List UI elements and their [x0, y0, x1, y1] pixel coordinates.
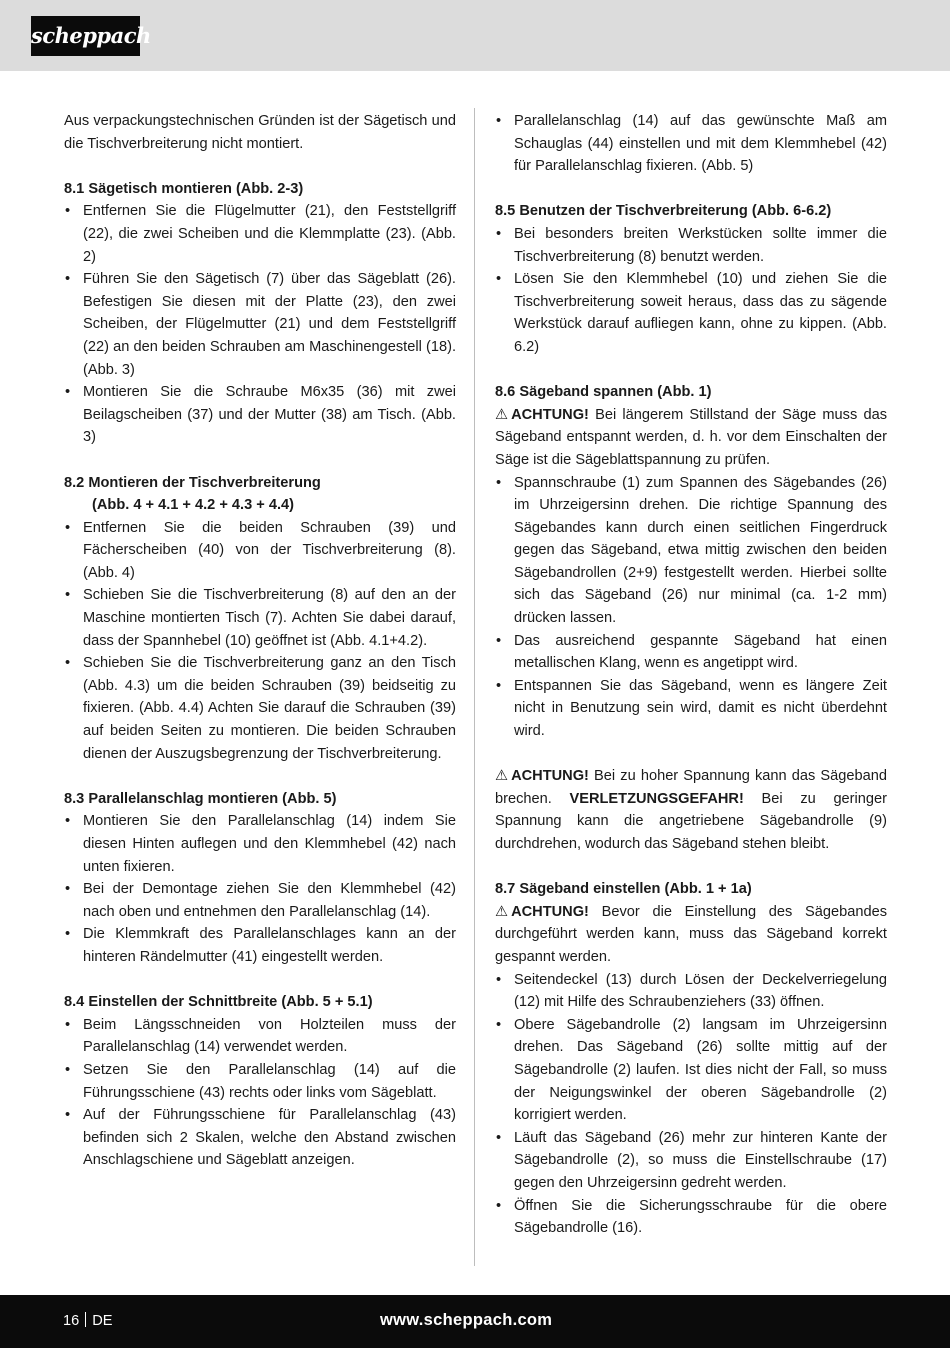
warning-text: Bei zu hoher Spannung kann das Sägeband brechen.: [495, 768, 887, 807]
section-title-8-2-sub: (Abb. 4 + 4.1 + 4.2 + 4.3 + 4.4): [92, 497, 294, 514]
warning-paragraph: [495, 404, 887, 472]
list-item: • Beim Längsschneiden von Holzteilen muss der Parallelanschlag (14) verwendet werden.: [64, 1014, 456, 1059]
list-item: • Parallelanschlag (14) auf das gewünschte Maß am Schauglas (44) einstellen und mit dem Klemmhebel (42) für Parallelanschlag fixieren. (Abb. 5): [495, 110, 887, 178]
list-item: • Das ausreichend gespannte Sägeband hat einen metallischen Klang, wenn es angetippt wird.: [495, 630, 887, 675]
list-item: • Entspannen Sie das Sägeband, wenn es längere Zeit nicht in Benutzung sein wird, damit es nicht überdehnt wird.: [495, 675, 887, 743]
warning-triangle-icon: ⚠: [495, 768, 509, 785]
list-8-5: [495, 223, 887, 359]
list-8-7: [495, 969, 887, 1240]
right-column: [495, 110, 887, 1240]
list-item: • Obere Sägebandrolle (2) langsam im Uhrzeigersinn drehen. Das Sägeband (26) sollte mittig auf der Sägebandrolle (2) laufen. Ist dies nicht der Fall, so muss der Neigungswinkel der oberen Sägebandrolle (2) korrigiert werden.: [495, 1014, 887, 1127]
warning-label: ACHTUNG!: [511, 903, 589, 920]
list-item: • Seitendeckel (13) durch Lösen der Deckelverriegelung (12) mit Hilfe des Schraubenziehers (33) öffnen.: [495, 969, 887, 1014]
list-item: • Entfernen Sie die Flügelmutter (21), den Feststellgriff (22), die zwei Scheiben und die Klemmplatte (23). (Abb. 2): [64, 200, 456, 268]
section-title-8-5: 8.5 Benutzen der Tischverbreiterung (Abb. 6-6.2): [495, 203, 832, 220]
danger-label: VERLETZUNGSGEFAHR!: [569, 790, 744, 807]
intro-paragraph: Aus verpackungstechnischen Gründen ist der Sägetisch und die Tischverbreiterung nicht montiert.: [64, 113, 456, 152]
list-item: • Läuft das Sägeband (26) mehr zur hinteren Kante der Sägebandrolle (2), so muss die Einstellschraube (17) gegen den Uhrzeigersinn gedreht werden.: [495, 1127, 887, 1195]
list-8-4-continued: [495, 110, 887, 178]
list-item: • Schieben Sie die Tischverbreiterung ganz an den Tisch (Abb. 4.3) um die beiden Schrauben (39) beidseitig zu fixieren. (Abb. 4.4) Achten Sie darauf die Schrauben (39) auf beiden Seiten zu montieren. Die beiden Schrauben dienen der Auszugsbegrenzung der Tischverbreiterung.: [64, 652, 456, 765]
list-8-2: [64, 517, 456, 766]
warning-text: Bei zu geringer Spannung kann die angetriebene Sägebandrolle (9) durchdrehen, wodurch das Sägeband stehen bleibt.: [495, 790, 887, 852]
list-item: • Öffnen Sie die Sicherungsschraube für die obere Sägebandrolle (16).: [495, 1195, 887, 1240]
page-number: 16: [63, 1313, 80, 1329]
page-number-area: [63, 1311, 113, 1331]
section-title-8-2-main: 8.2 Montieren der Tischverbreiterung: [64, 474, 321, 491]
warning-text: Bevor die Einstellung des Sägebandes durchgeführt werden kann, muss das Sägeband korrekt gespannt werden.: [495, 903, 887, 965]
list-item: • Spannschraube (1) zum Spannen des Sägebandes (26) im Uhrzeigersinn drehen. Die richtige Spannung des Sägebandes kann durch einen seitlichen Fingerdruck gegen das Sägeband, etwa mittig zwischen den beiden Sägebandrollen (2+9) festgestellt werden. Hierbei sollte sich das Sägeband (26) nur minimal (ca. 1-2 mm) drücken lassen.: [495, 472, 887, 630]
list-8-6: [495, 472, 887, 743]
list-item: • Entfernen Sie die beiden Schrauben (39) und Fächerscheiben (40) von der Tischverbreiterung (8). (Abb. 4): [64, 517, 456, 585]
list-item: • Führen Sie den Sägetisch (7) über das Sägeblatt (26). Befestigen Sie diesen mit der Platte (23), den zwei Scheiben, der Flügelmutter (21) und dem Feststellgriff (22) an den beiden Schrauben am Maschinengestell (18). (Abb. 3): [64, 268, 456, 381]
warning-label: ACHTUNG!: [511, 406, 589, 423]
section-title-8-4: 8.4 Einstellen der Schnittbreite (Abb. 5 + 5.1): [64, 994, 373, 1011]
warning-label: ACHTUNG!: [511, 768, 589, 785]
list-item: • Schieben Sie die Tischverbreiterung (8) auf den an der Maschine montierten Tisch (7). Achten Sie dabei darauf, dass der Spannhebel (10) geöffnet ist (Abb. 4.1+4.2).: [64, 584, 456, 652]
list-8-1: [64, 200, 456, 449]
warning-triangle-icon: ⚠: [495, 903, 509, 920]
page-header: [0, 0, 950, 71]
section-title-8-2: [64, 472, 456, 517]
section-title-8-7: 8.7 Sägeband einstellen (Abb. 1 + 1a): [495, 881, 752, 898]
list-item: • Auf der Führungsschiene für Parallelanschlag (43) befinden sich 2 Skalen, welche den Abstand zwischen Anschlagschiene und Sägeblatt anzeigen.: [64, 1104, 456, 1172]
list-8-4: [64, 1014, 456, 1172]
warning-paragraph-3: [495, 901, 887, 969]
list-8-3: [64, 810, 456, 968]
language-code: DE: [92, 1313, 113, 1329]
list-item: • Montieren Sie den Parallelanschlag (14) indem Sie diesen Hinten auflegen und den Klemmhebel (42) nach unten fixieren.: [64, 810, 456, 878]
list-item: • Bei besonders breiten Werkstücken sollte immer die Tischverbreiterung (8) benutzt werden.: [495, 223, 887, 268]
warning-paragraph-2: [495, 765, 887, 855]
list-item: • Die Klemmkraft des Parallelanschlages kann an der hinteren Rändelmutter (41) eingestellt werden.: [64, 923, 456, 968]
left-column: [64, 110, 456, 1172]
section-title-8-1: 8.1 Sägetisch montieren (Abb. 2-3): [64, 180, 304, 197]
warning-triangle-icon: ⚠: [495, 406, 509, 423]
section-title-8-3: 8.3 Parallelanschlag montieren (Abb. 5): [64, 790, 337, 807]
list-item: • Montieren Sie die Schraube M6x35 (36) mit zwei Beilagscheiben (37) und der Mutter (38) am Tisch. (Abb. 3): [64, 381, 456, 449]
column-divider: [474, 108, 475, 1266]
footer-separator: [85, 1312, 86, 1327]
list-item: • Setzen Sie den Parallelanschlag (14) auf die Führungsschiene (43) rechts oder links vom Sägeblatt.: [64, 1059, 456, 1104]
website-link[interactable]: www.scheppach.com: [380, 1311, 553, 1329]
list-item: • Lösen Sie den Klemmhebel (10) und ziehen Sie die Tischverbreiterung soweit heraus, dass das zu sägende Werkstück darauf aufliegen kann, ohne zu kippen. (Abb. 6.2): [495, 268, 887, 358]
brand-logo: scheppach: [31, 16, 140, 56]
page-footer: [0, 1295, 950, 1348]
warning-text: Bei längerem Stillstand der Säge muss das Sägeband entspannt werden, d. h. vor dem Einschalten der Säge ist die Sägeblattspannung zu prüfen.: [495, 406, 887, 468]
list-item: • Bei der Demontage ziehen Sie den Klemmhebel (42) nach oben und entnehmen den Parallelanschlag (14).: [64, 878, 456, 923]
section-title-8-6: 8.6 Sägeband spannen (Abb. 1): [495, 384, 712, 401]
